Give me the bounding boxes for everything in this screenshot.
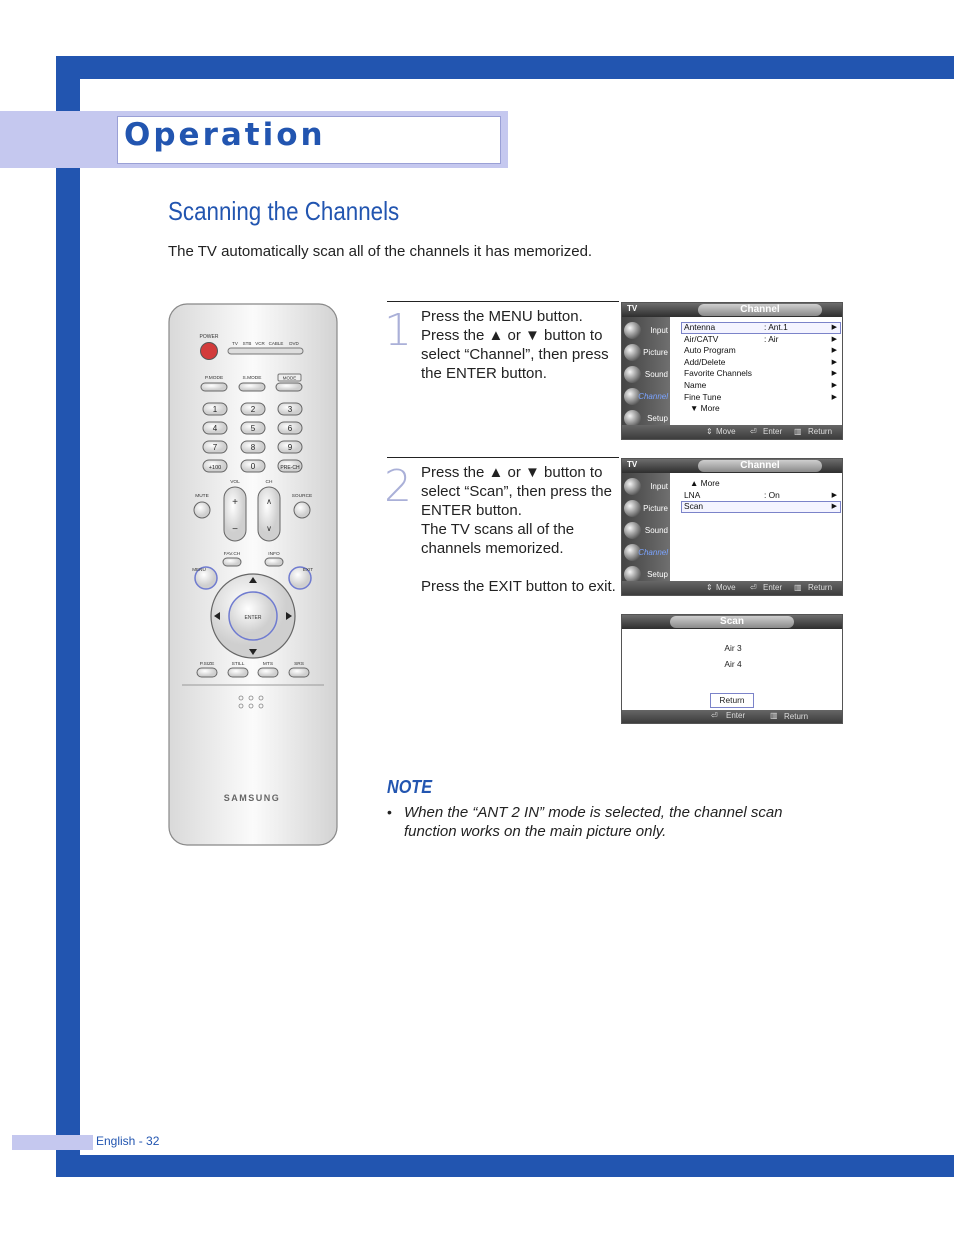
power-button [201, 343, 218, 360]
sidebar-label: Input [650, 482, 668, 491]
svg-text:MUTE: MUTE [195, 494, 209, 499]
step-1-line: Press the ▲ or ▼ button to select “Channel”, then press the ENTER button. [421, 327, 609, 382]
sidebar-label: Channel [638, 548, 668, 557]
menu-item-label: ▼ More [690, 403, 720, 414]
arrow-right-icon: ▶ [831, 335, 837, 343]
svg-text:STILL: STILL [231, 662, 245, 667]
footer-return: Return [808, 427, 833, 436]
intro-text: The TV automatically scan all of the channels it has memorized. [168, 243, 593, 260]
osd-footer [622, 710, 842, 723]
osd-menu-list [681, 478, 841, 513]
svg-text:DVD: DVD [289, 341, 299, 346]
svg-text:MENU: MENU [192, 567, 206, 572]
menu-item-label: LNA [684, 489, 701, 500]
sidebar-label: Setup [647, 414, 668, 423]
svg-text:EXIT: EXIT [302, 567, 314, 572]
step-1-text [421, 307, 621, 383]
brand-logo: SAMSUNG [223, 793, 281, 803]
sidebar-label: Channel [638, 392, 668, 401]
osd-title: Channel [698, 460, 822, 472]
sound-icon [624, 522, 641, 539]
svg-text:STB: STB [242, 341, 252, 346]
sidebar-label: Sound [644, 370, 668, 379]
step-1-number: 1 [384, 305, 412, 356]
osd-footer [622, 425, 842, 439]
return-icon: ▥ [794, 583, 802, 592]
osd-title: Channel [698, 304, 822, 316]
svg-text:MODE: MODE [282, 375, 297, 381]
menu-item-auto-program[interactable] [681, 345, 841, 357]
osd-sidebar [622, 473, 670, 583]
sidebar-item-picture[interactable] [622, 498, 670, 520]
note-bullet: • [387, 804, 392, 820]
osd-tv-label: TV [627, 304, 638, 313]
svg-text:6: 6 [287, 424, 293, 433]
svg-text:0: 0 [250, 462, 256, 471]
osd-channel-menu-2 [621, 458, 843, 596]
menu-item-add-delete[interactable] [681, 357, 841, 369]
svg-text:7: 7 [212, 443, 218, 452]
svg-text:INFO: INFO [268, 552, 280, 557]
svg-text:+100: +100 [208, 465, 222, 471]
svg-text:SOURCE: SOURCE [291, 494, 313, 499]
footer-move: Move [716, 427, 736, 436]
sidebar-item-channel[interactable] [622, 386, 670, 408]
svg-text:8: 8 [250, 443, 256, 452]
footer-enter: Enter [726, 711, 746, 720]
scan-channel-item: Air 3 [724, 643, 742, 653]
menu-item-antenna[interactable] [681, 322, 841, 334]
svg-text:TV: TV [232, 341, 238, 346]
arrow-right-icon: ▶ [831, 324, 837, 331]
move-icon: ⇕ [706, 583, 713, 592]
svg-text:∨: ∨ [266, 524, 272, 533]
svg-text:3: 3 [287, 405, 293, 414]
menu-item-label: Scan [684, 501, 704, 512]
arrow-right-icon: ▶ [831, 503, 837, 511]
remote-control-illustration [168, 303, 338, 846]
svg-text:∧: ∧ [266, 497, 272, 506]
menu-item-name[interactable] [681, 380, 841, 392]
section-title: Scanning the Channels [168, 196, 400, 226]
osd-channel-menu [621, 302, 843, 440]
svg-text:5: 5 [250, 424, 256, 433]
enter-icon: ⏎ [711, 711, 718, 720]
picture-icon [624, 500, 641, 517]
footer-enter: Enter [763, 583, 783, 592]
menu-item-favorite-channels[interactable] [681, 368, 841, 380]
menu-item-label: Auto Program [684, 345, 736, 356]
footer-tab [12, 1135, 93, 1150]
menu-item-label: ▲ More [690, 478, 720, 488]
picture-icon [624, 344, 641, 361]
menu-item-more[interactable] [681, 478, 841, 490]
sidebar-item-input[interactable] [622, 320, 670, 342]
step-2-line: Press the EXIT button to exit. [421, 578, 616, 595]
menu-item-air-catv[interactable] [681, 334, 841, 346]
menu-item-label: Name [684, 379, 707, 390]
sidebar-item-channel[interactable] [622, 542, 670, 564]
svg-text:ENTER: ENTER [244, 615, 262, 621]
menu-item-label: Air/CATV [684, 333, 719, 344]
top-border-bar [56, 56, 954, 79]
menu-item-label: Antenna [684, 322, 716, 332]
arrow-right-icon: ▶ [831, 358, 837, 366]
step-2-rule [387, 457, 619, 458]
svg-text:SRS: SRS [294, 662, 304, 667]
svg-text:PRE-CH: PRE-CH [280, 465, 300, 471]
svg-text:S.MODE: S.MODE [242, 376, 262, 381]
bottom-border-bar [56, 1155, 954, 1177]
svg-text:4: 4 [212, 424, 218, 433]
sidebar-item-sound[interactable] [622, 364, 670, 386]
footer-enter: Enter [763, 427, 783, 436]
return-icon: ▥ [770, 711, 778, 720]
move-icon: ⇕ [706, 427, 713, 436]
osd-title: Scan [670, 616, 794, 628]
svg-text:P.SIZE: P.SIZE [199, 662, 215, 667]
sound-icon [624, 366, 641, 383]
arrow-right-icon: ▶ [831, 347, 837, 355]
note-heading: NOTE [387, 777, 433, 797]
sidebar-label: Input [650, 326, 668, 335]
step-2-line: Press the ▲ or ▼ button to select “Scan”, then press the ENTER button. [421, 464, 612, 519]
arrow-right-icon: ▶ [831, 370, 837, 378]
menu-item-scan[interactable] [681, 501, 841, 513]
svg-text:9: 9 [287, 443, 293, 452]
enter-icon: ⏎ [750, 583, 757, 592]
step-2-line: The TV scans all of the channels memorized. [421, 521, 575, 557]
footer-return: Return [784, 712, 809, 721]
menu-item-label: Fine Tune [684, 391, 722, 402]
menu-item-value: : Air [764, 333, 779, 344]
return-icon: ▥ [794, 427, 802, 436]
menu-item-fine-tune[interactable] [681, 392, 841, 404]
svg-text:+: + [232, 497, 238, 508]
step-1-line: Press the MENU button. [421, 308, 583, 325]
menu-item-more[interactable] [681, 403, 841, 415]
svg-text:1: 1 [212, 405, 218, 414]
svg-text:VOL: VOL [230, 480, 240, 485]
osd-footer [622, 581, 842, 595]
page-title: Operation [124, 117, 326, 153]
sidebar-label: Setup [647, 570, 668, 579]
sidebar-label: Sound [644, 526, 668, 535]
osd-menu-list [681, 322, 841, 415]
svg-text:P.MODE: P.MODE [204, 376, 224, 381]
return-button[interactable]: Return [710, 693, 754, 708]
arrow-right-icon: ▶ [831, 491, 837, 499]
arrow-right-icon: ▶ [831, 393, 837, 401]
menu-item-value: : On [764, 489, 780, 500]
step-1-rule [387, 301, 619, 302]
input-icon [624, 322, 641, 339]
sidebar-item-sound[interactable] [622, 520, 670, 542]
svg-text:FAV.CH: FAV.CH [223, 552, 241, 557]
step-2-text [421, 463, 621, 596]
osd-scan-screen [621, 614, 843, 724]
svg-text:CH: CH [265, 480, 273, 485]
left-border-bar [56, 56, 80, 1177]
sidebar-item-picture[interactable] [622, 342, 670, 364]
svg-text:2: 2 [250, 405, 256, 414]
menu-item-lna[interactable] [681, 490, 841, 502]
input-icon [624, 478, 641, 495]
page-number: English - 32 [96, 1134, 160, 1148]
sidebar-item-input[interactable] [622, 476, 670, 498]
svg-text:−: − [232, 524, 238, 535]
menu-item-label: Favorite Channels [684, 368, 752, 379]
svg-text:MTS: MTS [262, 662, 274, 667]
osd-tv-label: TV [627, 460, 638, 469]
menu-item-label: Add/Delete [684, 356, 726, 367]
svg-text:CABLE: CABLE [268, 341, 284, 346]
footer-return: Return [808, 583, 833, 592]
sidebar-label: Picture [643, 504, 668, 513]
scan-channel-item: Air 4 [724, 659, 742, 669]
note-text: When the “ANT 2 IN” mode is selected, the channel scan function works on the main picture only. [404, 804, 783, 840]
step-2-number: 2 [384, 461, 412, 512]
svg-text:POWER: POWER [199, 334, 219, 340]
footer-move: Move [716, 583, 736, 592]
menu-item-value: : Ant.1 [764, 322, 788, 332]
arrow-right-icon: ▶ [831, 381, 837, 389]
osd-sidebar [622, 317, 670, 427]
svg-text:VCR: VCR [255, 341, 265, 346]
enter-icon: ⏎ [750, 427, 757, 436]
sidebar-label: Picture [643, 348, 668, 357]
